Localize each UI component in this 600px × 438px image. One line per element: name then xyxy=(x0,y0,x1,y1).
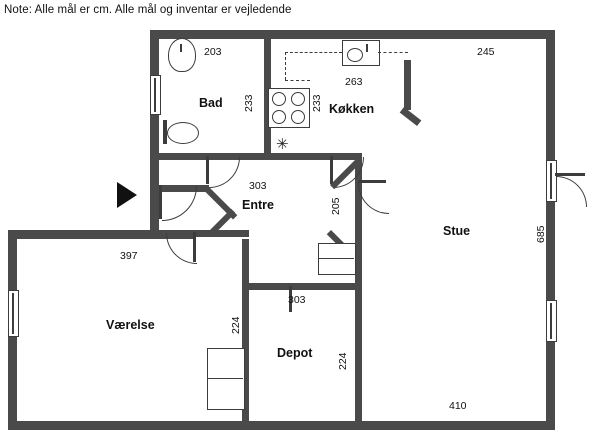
dim-stue-bottom: 410 xyxy=(449,400,467,412)
dim-entre-bottom: 303 xyxy=(288,294,306,306)
dim-bad-top: 203 xyxy=(204,46,222,58)
stove-burner-4 xyxy=(291,110,305,124)
wall-entre-depot xyxy=(242,283,362,290)
dim-bad-side: 233 xyxy=(243,94,255,112)
entry-arrow-icon xyxy=(117,182,137,208)
window-vaerelse-left xyxy=(8,290,19,337)
stove-burner-1 xyxy=(272,92,286,106)
wall-entre-left-2 xyxy=(193,230,249,237)
kitchen-sink-tap xyxy=(366,44,368,52)
wall-bottom xyxy=(8,421,555,430)
room-label-vaerelse: Værelse xyxy=(106,318,155,332)
sink-icon xyxy=(168,38,196,72)
dim-depot-right: 224 xyxy=(337,352,349,370)
room-label-entre: Entre xyxy=(242,198,274,212)
dim-entre-right: 205 xyxy=(330,197,342,215)
window-stue-right-2 xyxy=(546,300,557,342)
room-label-kokken: Køkken xyxy=(329,102,375,116)
wall-right xyxy=(546,30,555,430)
dim-vaerelse-top: 397 xyxy=(120,250,138,262)
door-stue-arc xyxy=(358,183,389,214)
door-stue-right-arc xyxy=(556,176,587,207)
wall-kokken-right xyxy=(404,60,411,110)
room-label-stue: Stue xyxy=(443,224,471,238)
toilet-tank xyxy=(163,120,167,144)
dim-vaerelse-right: 224 xyxy=(230,316,242,334)
stue-fixture-line xyxy=(318,258,354,259)
wall-top xyxy=(150,30,555,39)
window-bad-left xyxy=(150,75,161,115)
room-label-bad: Bad xyxy=(199,96,223,110)
plan-note: Note: Alle mål er cm. Alle mål og inventar er vejledende xyxy=(4,4,292,16)
wall-left-upper xyxy=(150,30,159,230)
counter-dashed-right xyxy=(378,52,408,53)
stove-burner-2 xyxy=(291,92,305,106)
vaerelse-fixture-line xyxy=(207,378,243,379)
dim-stue-top: 245 xyxy=(477,46,495,58)
dim-stue-right: 685 xyxy=(535,225,547,243)
dim-entre-top: 303 xyxy=(249,180,267,192)
stove-burner-3 xyxy=(272,110,286,124)
door-vaerelse-arc xyxy=(166,233,197,264)
counter-dashed-left xyxy=(285,52,286,80)
dim-kokken-side: 233 xyxy=(311,94,323,112)
kitchen-sink-bowl xyxy=(347,48,363,62)
counter-dashed-bottom xyxy=(285,80,310,81)
shower-star-icon: ✳ xyxy=(276,136,289,153)
dim-kokken-counter: 263 xyxy=(345,76,363,88)
room-label-depot: Depot xyxy=(277,346,313,360)
counter-dashed-top xyxy=(285,52,342,53)
toilet-icon xyxy=(167,122,199,144)
sink-detail xyxy=(180,44,182,52)
door-entry-arc xyxy=(162,186,197,221)
door-bad-arc xyxy=(209,157,240,188)
